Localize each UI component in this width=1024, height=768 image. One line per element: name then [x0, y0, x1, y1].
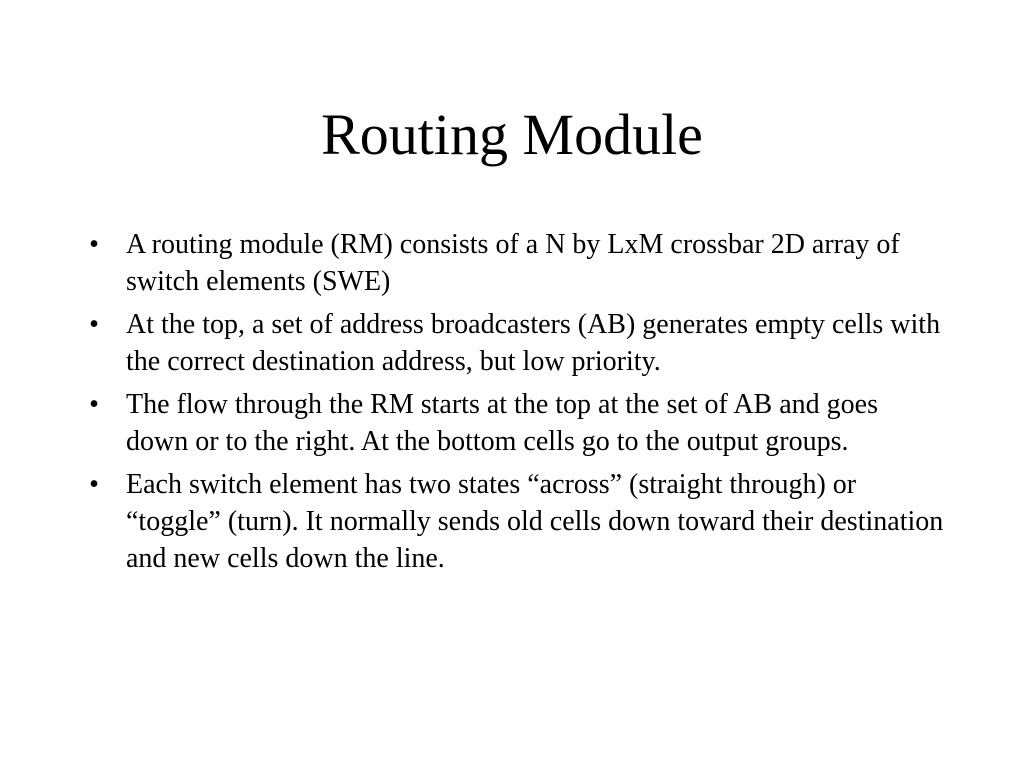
bullet-text: Each switch element has two states “across” (straight through) or “toggle” (turn). It normally sends old cells down toward their destination and new cells down the line.: [126, 469, 944, 574]
bullet-dot-icon: •: [89, 309, 99, 340]
bullet-text: The flow through the RM starts at the top at the set of AB and goes down or to the right. At the bottom cells go to the output groups.: [126, 389, 878, 457]
bullet-dot-icon: •: [89, 389, 99, 420]
bullet-item: [84, 466, 944, 577]
bullet-dot-icon: •: [89, 469, 99, 500]
bullet-list: [84, 226, 944, 583]
bullet-dot-icon: •: [89, 229, 99, 260]
bullet-text: At the top, a set of address broadcasters (AB) generates empty cells with the correct destination address, but low priority.: [126, 309, 941, 377]
bullet-item: [84, 226, 944, 300]
bullet-text: A routing module (RM) consists of a N by LxM crossbar 2D array of switch elements (SWE): [126, 229, 900, 297]
bullet-item: [84, 306, 944, 380]
slide-title: Routing Module: [321, 102, 703, 167]
bullet-item: [84, 386, 944, 460]
